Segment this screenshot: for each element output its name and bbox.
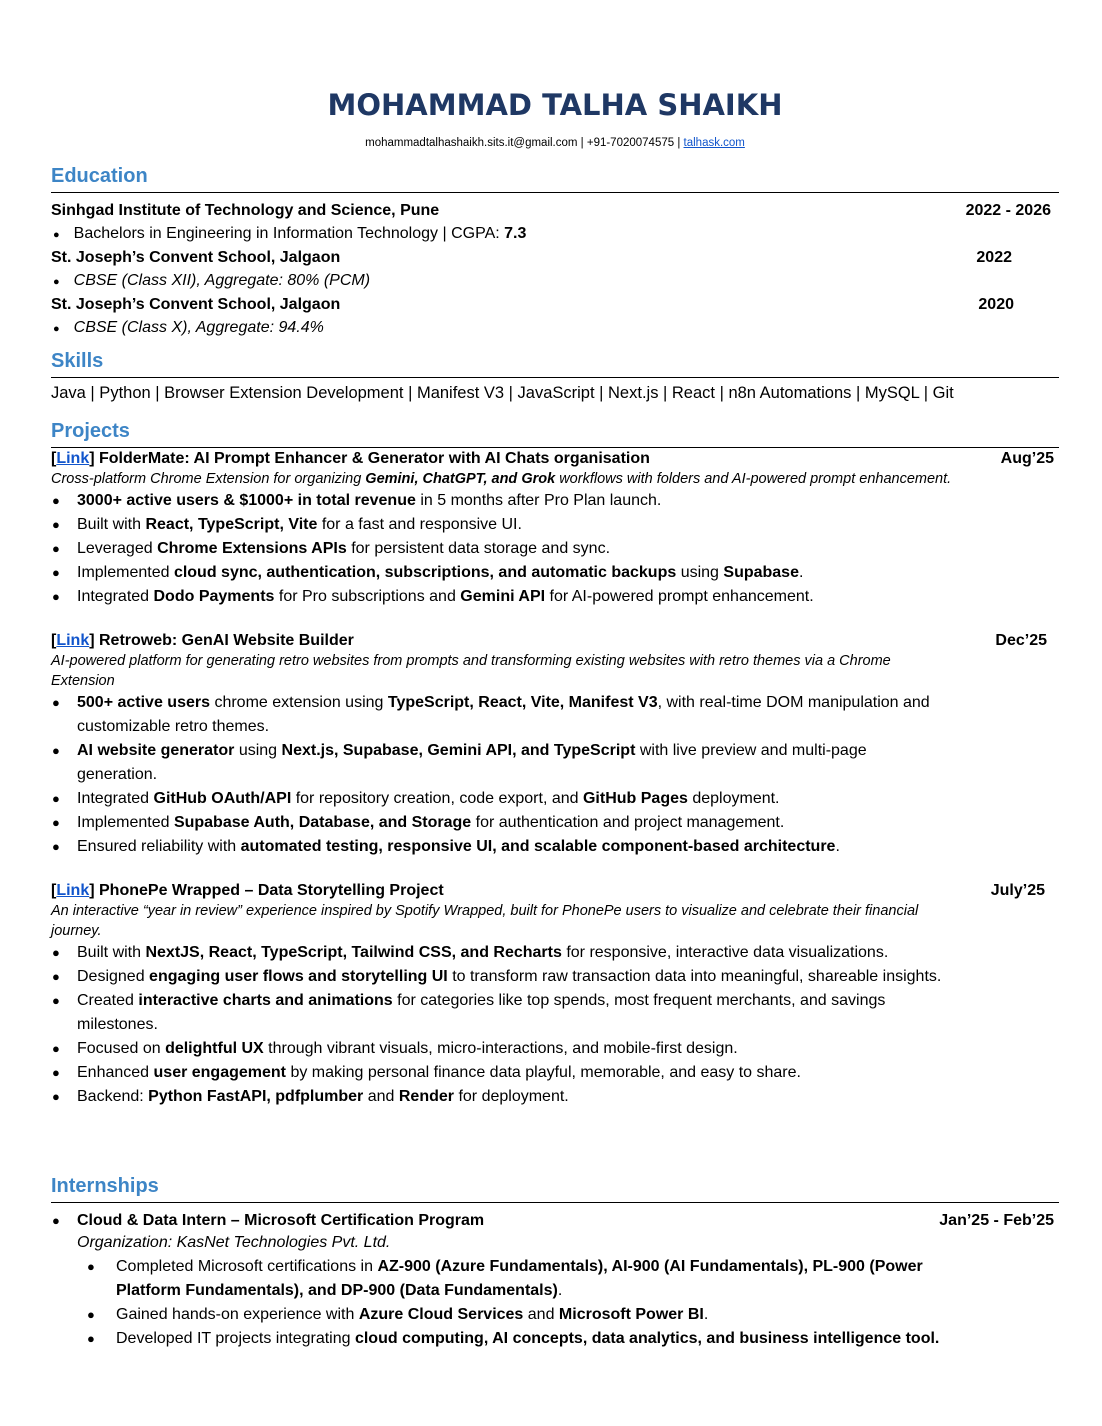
section-divider xyxy=(51,377,1059,378)
list-item xyxy=(51,1209,1059,1253)
project-description: Cross-platform Chrome Extension for organizing Gemini, ChatGPT, and Grok workflows with folders and AI-powered prompt enhancement. xyxy=(51,471,952,487)
project-phonepe-wrapped xyxy=(51,881,1059,1109)
education-dates: 2020 xyxy=(978,296,1014,313)
project-retroweb xyxy=(51,631,1059,859)
project-link[interactable]: Link xyxy=(56,450,90,467)
list-item: ● Backend: Python FastAPI, pdfplumber and Render for deployment. xyxy=(51,1085,1059,1109)
education-dates: 2022 - 2026 xyxy=(965,202,1051,219)
list-item: ● Implemented cloud sync, authentication, subscriptions, and automatic backups using Supabase. xyxy=(51,561,1059,585)
section-divider xyxy=(51,447,1059,448)
project-bullets xyxy=(51,691,1059,859)
internships-title: Internships xyxy=(51,1175,159,1197)
list-item: ● Developed IT projects integrating cloud computing, AI concepts, data analytics, and business intelligence tool. xyxy=(51,1327,1059,1351)
school-name: St. Joseph’s Convent School, Jalgaon xyxy=(51,296,341,313)
education-entry xyxy=(51,247,1059,269)
project-name: Retroweb: GenAI Website Builder xyxy=(99,632,354,649)
list-item: ● Leveraged Chrome Extensions APIs for persistent data storage and sync. xyxy=(51,537,1059,561)
list-item: ● AI website generator using Next.js, Supabase, Gemini API, and TypeScript with live preview and multi-page generation. xyxy=(51,739,1059,787)
project-bullets xyxy=(51,489,1059,609)
education-section xyxy=(51,163,1059,341)
website-link[interactable]: talhask.com xyxy=(683,137,745,149)
school-name: Sinhgad Institute of Technology and Science, Pune xyxy=(51,202,440,219)
contact-line xyxy=(51,135,1059,151)
list-item: ● 500+ active users chrome extension using TypeScript, React, Vite, Manifest V3, with real-time DOM manipulation and customizable retro themes. xyxy=(51,691,1059,739)
section-divider xyxy=(51,192,1059,193)
project-name: FolderMate: AI Prompt Enhancer & Generator with AI Chats organisation xyxy=(99,450,650,467)
project-bullets xyxy=(51,941,1059,1109)
school-name: St. Joseph’s Convent School, Jalgaon xyxy=(51,249,341,266)
contact-text: mohammadtalhashaikh.sits.it@gmail.com | +91-7020074575 | xyxy=(365,137,684,149)
list-item: ● Enhanced user engagement by making personal finance data playful, memorable, and easy to share. xyxy=(51,1061,1059,1085)
education-entry xyxy=(51,200,1059,222)
internship-bullets xyxy=(51,1255,1059,1351)
project-date: Dec’25 xyxy=(995,632,1047,649)
projects-title: Projects xyxy=(51,420,130,442)
list-item: ● Implemented Supabase Auth, Database, and Storage for authentication and project management. xyxy=(51,811,1059,835)
project-link[interactable]: Link xyxy=(56,632,90,649)
list-item: ● Built with NextJS, React, TypeScript, Tailwind CSS, and Recharts for responsive, interactive data visualizations. xyxy=(51,941,1059,965)
project-description: An interactive “year in review” experience inspired by Spotify Wrapped, built for PhonePe users to visualize and celebrate their financial journey. xyxy=(51,903,919,939)
education-detail: ● CBSE (Class XII), Aggregate: 80% (PCM) xyxy=(53,272,371,289)
project-description: AI-powered platform for generating retro websites from prompts and transforming existing websites with retro themes via a Chrome Extension xyxy=(51,653,891,689)
project-foldermate xyxy=(51,449,1059,609)
internship-dates: Jan’25 - Feb’25 xyxy=(939,1212,1054,1229)
project-header: [Link] Retroweb: GenAI Website Builder Dec’25 xyxy=(51,632,1047,649)
education-title: Education xyxy=(51,165,148,187)
list-item: ● Integrated Dodo Payments for Pro subscriptions and Gemini API for AI-powered prompt enhancement. xyxy=(51,585,1059,609)
candidate-name: MOHAMMAD TALHA SHAIKH xyxy=(327,88,783,122)
skills-list: Java | Python | Browser Extension Development | Manifest V3 | JavaScript | Next.js | React | n8n Automations | MySQL | Git xyxy=(51,384,954,402)
project-header: [Link] FolderMate: AI Prompt Enhancer & Generator with AI Chats organisation Aug’25 xyxy=(51,450,1054,467)
list-item: ● Focused on delightful UX through vibrant visuals, micro-interactions, and mobile-first design. xyxy=(51,1037,1059,1061)
list-item: ● Completed Microsoft certifications in AZ-900 (Azure Fundamentals), AI-900 (AI Fundamentals), PL-900 (Power Platform Fundamentals), and DP-900 (Data Fundamentals). xyxy=(51,1255,1059,1303)
internship-list xyxy=(51,1209,1059,1253)
skills-title: Skills xyxy=(51,350,104,372)
project-name: PhonePe Wrapped – Data Storytelling Project xyxy=(99,882,444,899)
list-item: ● Built with React, TypeScript, Vite for a fast and responsive UI. xyxy=(51,513,1059,537)
project-header: [Link] PhonePe Wrapped – Data Storytelling Project July’25 xyxy=(51,882,1045,899)
education-entry xyxy=(51,294,1059,316)
skills-section xyxy=(51,348,1059,405)
list-item: ● Integrated GitHub OAuth/API for repository creation, code export, and GitHub Pages deployment. xyxy=(51,787,1059,811)
project-link[interactable]: Link xyxy=(56,882,90,899)
education-detail: ● Bachelors in Engineering in Information Technology | CGPA: 7.3 xyxy=(53,225,527,242)
projects-section xyxy=(51,418,1059,1109)
list-item: ● Created interactive charts and animations for categories like top spends, most frequent merchants, and savings milestones. xyxy=(51,989,1059,1037)
list-item: ● Gained hands-on experience with Azure Cloud Services and Microsoft Power BI. xyxy=(51,1303,1059,1327)
education-detail: ● CBSE (Class X), Aggregate: 94.4% xyxy=(53,319,324,336)
project-date: July’25 xyxy=(990,882,1045,899)
education-dates: 2022 xyxy=(976,249,1012,266)
internships-section xyxy=(51,1173,1059,1351)
list-item: ● 3000+ active users & $1000+ in total revenue in 5 months after Pro Plan launch. xyxy=(51,489,1059,513)
internship-role: ● Cloud & Data Intern – Microsoft Certification Program xyxy=(77,1212,485,1229)
internship-org: Organization: KasNet Technologies Pvt. Ltd. xyxy=(77,1234,391,1251)
project-date: Aug’25 xyxy=(1000,450,1054,467)
list-item: ● Ensured reliability with automated testing, responsive UI, and scalable component-based architecture. xyxy=(51,835,1059,859)
section-divider xyxy=(51,1202,1059,1203)
list-item: ● Designed engaging user flows and storytelling UI to transform raw transaction data into meaningful, shareable insights. xyxy=(51,965,1059,989)
